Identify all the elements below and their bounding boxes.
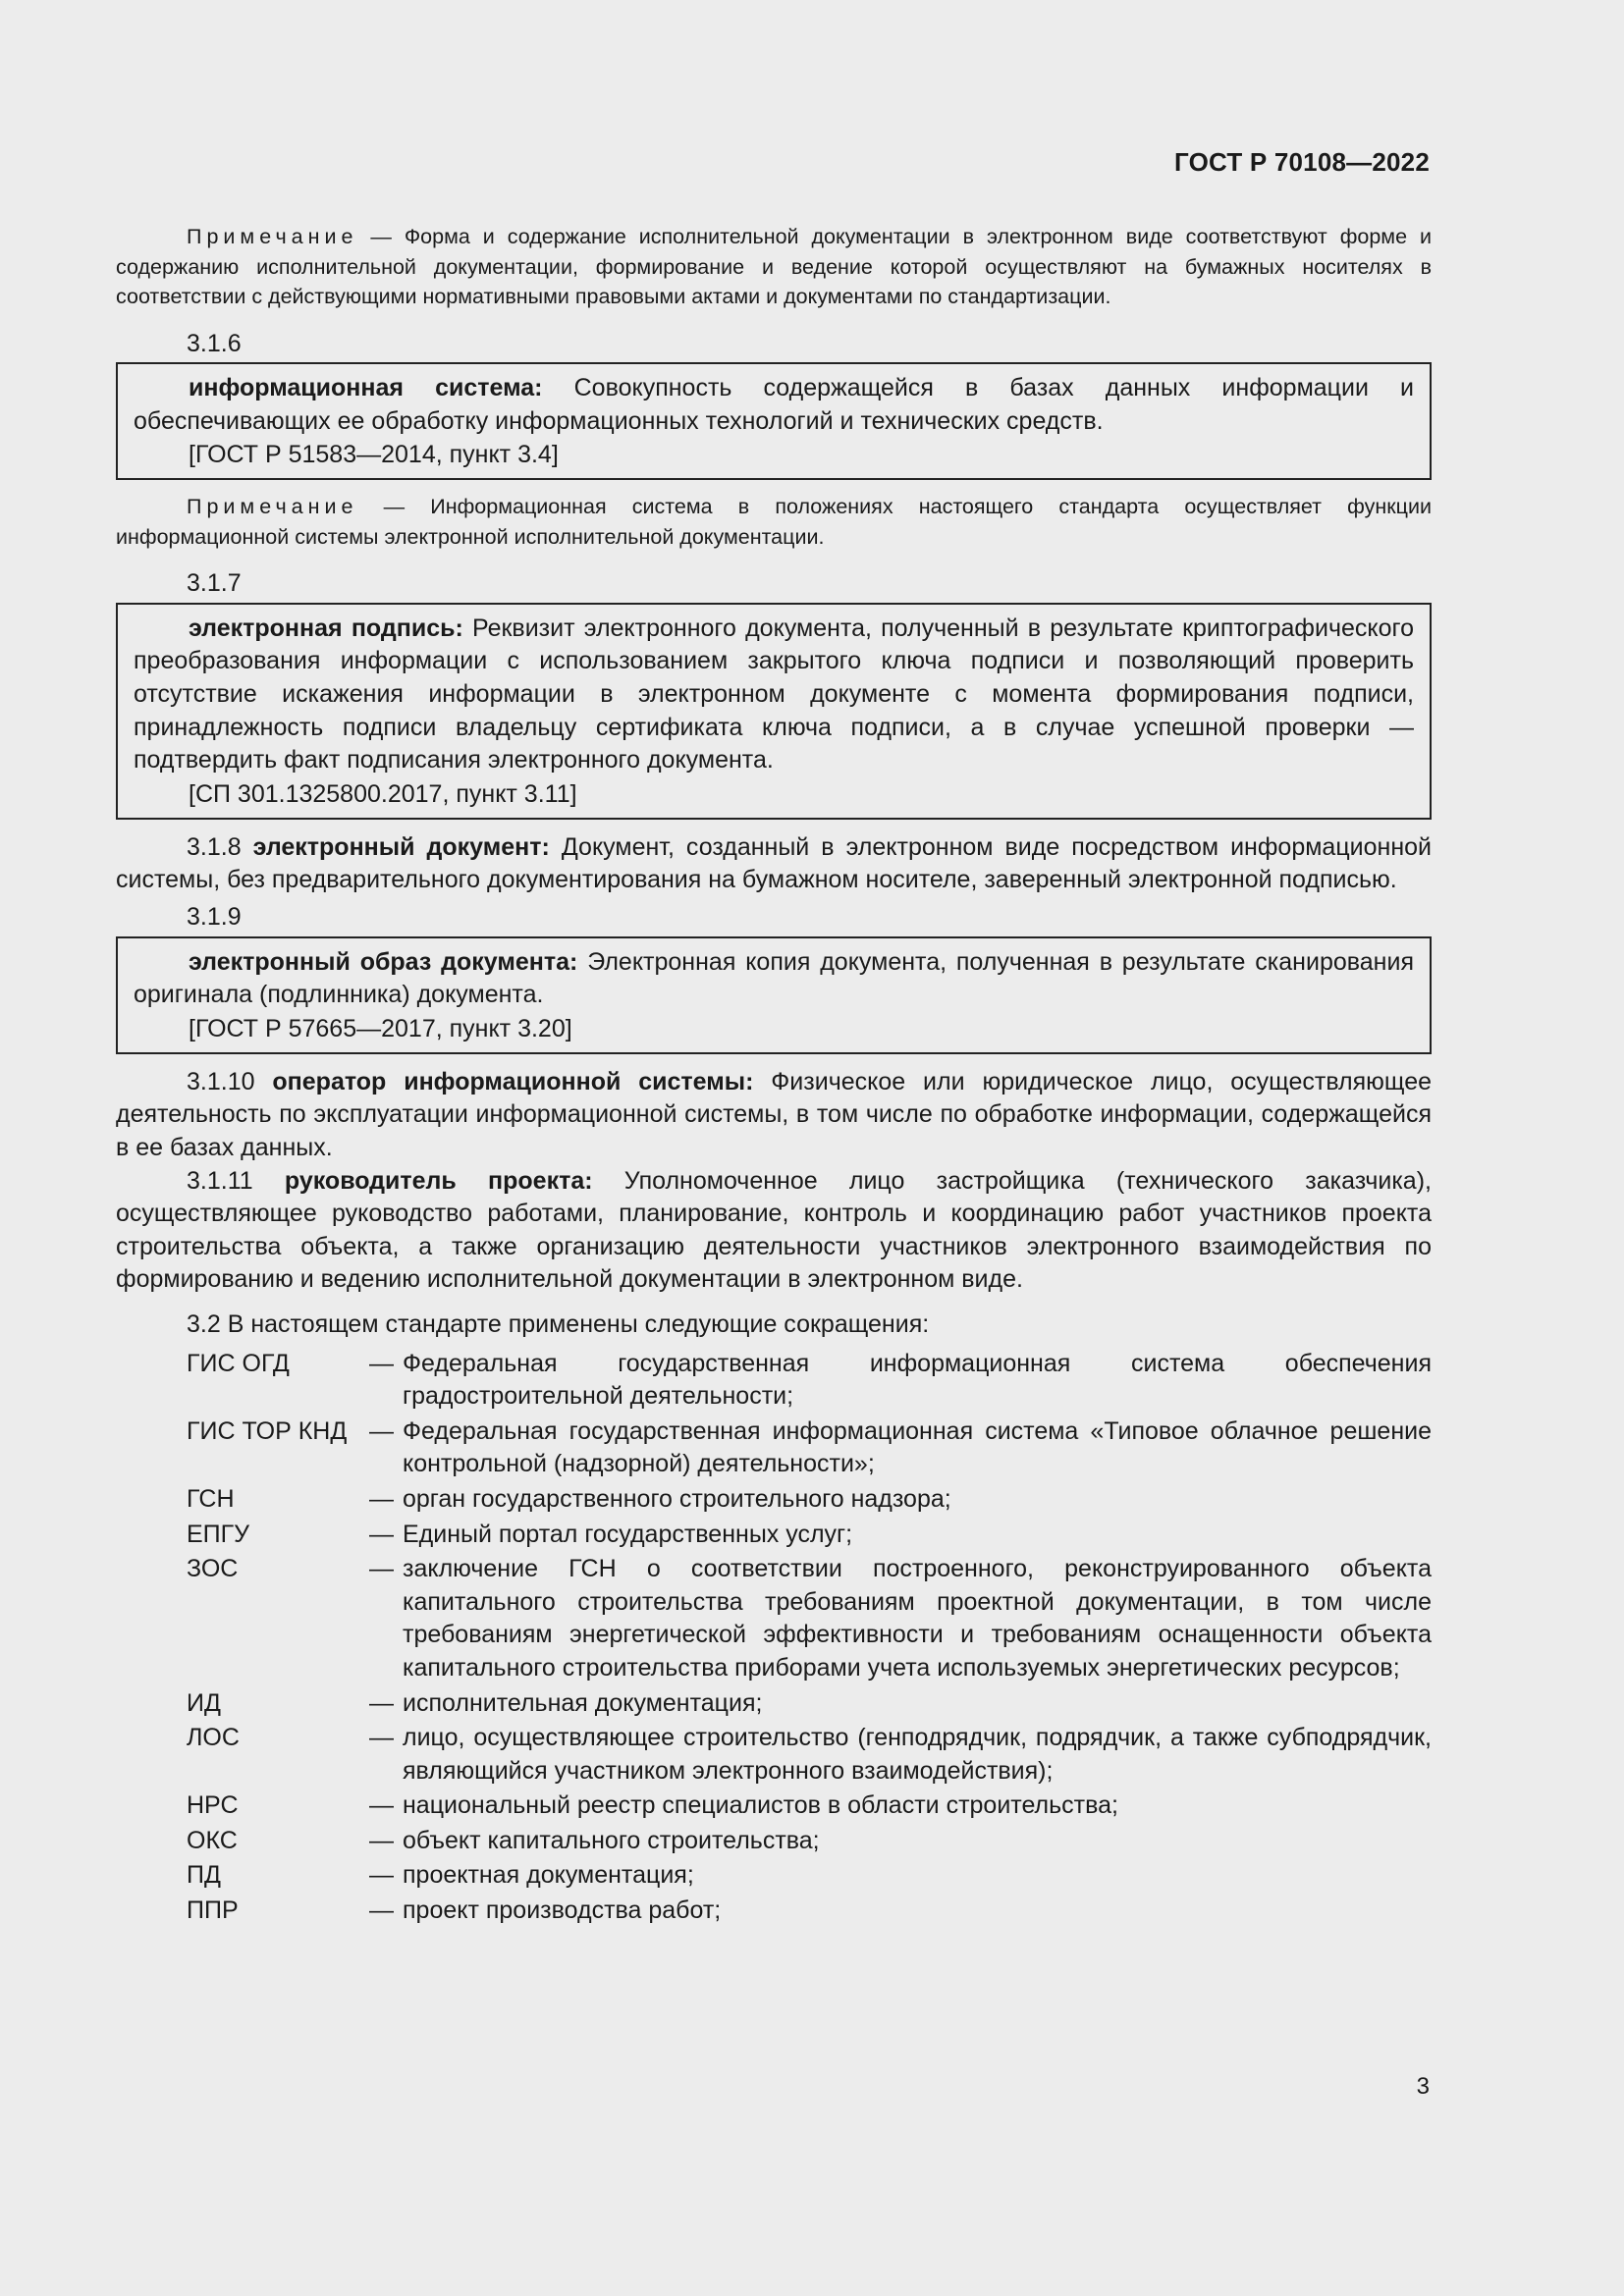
term: информационная система: <box>189 374 543 402</box>
source-reference: [СП 301.1325800.2017, пункт 3.11] <box>189 779 577 808</box>
definition: Совокупность содержащейся в базах данных информации и обеспечивающих ее обработку информационных технологий и технических средств. <box>134 374 1414 435</box>
abbreviation-term: НРС <box>187 1791 239 1820</box>
abbreviation-term: ЕПГУ <box>187 1520 250 1548</box>
abbreviation-row: НРС — национальный реестр специалистов в области строительства; <box>116 1789 1432 1823</box>
abbreviation-definition: исполнительная документация; <box>403 1688 763 1717</box>
definition-paragraph <box>116 1066 1432 1165</box>
term: оператор информационной системы: <box>272 1067 754 1095</box>
clause-number: 3.1.11 <box>187 1166 253 1195</box>
definition: Реквизит электронного документа, полученный в результате криптографического преобразования информации с использованием закрытого ключа подписи и позволяющий проверить отсутствие искажения информации в электронном документе с момента формирования подписи, принадлежность подписи владельцу сертификата ключа подписи, а в случае успешной проверки — подтвердить факт подписания электронного документа. <box>134 614 1414 774</box>
note-paragraph <box>116 222 1432 312</box>
abbreviation-definition: Единый портал государственных услуг; <box>403 1520 853 1548</box>
note-paragraph <box>116 492 1432 552</box>
abbreviation-definition: проектная документация; <box>403 1861 694 1890</box>
abbreviation-row: ГСН — орган государственного строительного надзора; <box>116 1483 1432 1517</box>
definition-box <box>116 936 1432 1054</box>
abbreviations-list <box>116 1348 1432 1928</box>
clause-number: 3.1.7 <box>187 569 242 598</box>
definition: Документ, созданный в электронном виде посредством информационной системы, без предварительного документирования на бумажном носителе, заверенный электронной подписью. <box>116 832 1432 894</box>
abbreviations-intro: 3.2 В настоящем стандарте применены следующие сокращения: <box>187 1309 930 1338</box>
abbreviation-row: ИД — исполнительная документация; <box>116 1687 1432 1721</box>
clause-number: 3.1.9 <box>187 903 242 932</box>
abbreviation-term: ЛОС <box>187 1724 240 1752</box>
page-number: 3 <box>1416 2073 1430 2100</box>
definition: Уполномоченное лицо застройщика (технического заказчика), осуществляющее руководство работами, планирование, контроль и координацию работ участников проекта строительства объекта, а также организацию деятельности участников электронного взаимодействия по формированию и ведению исполнительной документации в электронном виде. <box>116 1166 1432 1294</box>
abbreviation-row: ПД — проектная документация; <box>116 1859 1432 1893</box>
standard-code: ГОСТ Р 70108—2022 <box>1174 147 1430 177</box>
abbreviation-term: ЗОС <box>187 1555 239 1583</box>
source-reference: [ГОСТ Р 51583—2014, пункт 3.4] <box>189 441 559 469</box>
abbreviation-row: ЗОС — заключение ГСН о соответствии построенного, реконструированного объекта капитального строительства требованиям проектной документации, в том числе требованиям энергетической эффективности и требованиям оснащенности объекта капитального строительства приборами учета используемых энергетических ресурсов; <box>116 1553 1432 1684</box>
abbreviation-term: ППР <box>187 1896 239 1925</box>
definition: Электронная копия документа, полученная в результате сканирования оригинала (подлинника) документа. <box>134 947 1414 1009</box>
definition-box <box>116 362 1432 480</box>
abbreviation-row: ППР — проект производства работ; <box>116 1895 1432 1928</box>
abbreviation-row: ЕПГУ — Единый портал государственных услуг; <box>116 1519 1432 1552</box>
abbreviation-definition: национальный реестр специалистов в области строительства; <box>403 1791 1118 1820</box>
term: электронная подпись: <box>189 614 463 642</box>
abbreviation-term: ПД <box>187 1861 221 1890</box>
source-reference: [ГОСТ Р 57665—2017, пункт 3.20] <box>189 1014 572 1042</box>
abbreviation-definition: орган государственного строительного надзора; <box>403 1484 951 1513</box>
document-body <box>116 222 1432 1930</box>
abbreviation-term: ИД <box>187 1688 221 1717</box>
definition-paragraph <box>116 1165 1432 1297</box>
abbreviation-term: ОКС <box>187 1826 238 1854</box>
term: электронный образ документа: <box>189 947 578 976</box>
clause-number: 3.1.10 <box>187 1067 255 1095</box>
abbreviation-definition: заключение ГСН о соответствии построенного, реконструированного объекта капитального строительства требованиям проектной документации, в том числе требованиям энергетической эффективности и требованиям оснащенности объекта капитального строительства приборами учета используемых энергетических ресурсов; <box>403 1555 1432 1682</box>
clause-number: 3.1.6 <box>187 329 242 357</box>
definition-box <box>116 603 1432 820</box>
note-text: — Информационная система в положениях настоящего стандарта осуществляет функции информационной системы электронной исполнительной документации. <box>116 495 1432 549</box>
clause-number: 3.1.8 <box>187 832 242 861</box>
abbreviation-definition: Федеральная государственная информационная система обеспечения градостроительной деятельности; <box>403 1349 1432 1411</box>
abbreviation-definition: лицо, осуществляющее строительство (генподрядчик, подрядчик, а также субподрядчик, являющийся участником электронного взаимодействия); <box>403 1724 1432 1785</box>
abbreviation-definition: проект производства работ; <box>403 1896 722 1925</box>
note-label: Примечание <box>187 495 358 519</box>
abbreviation-definition: объект капитального строительства; <box>403 1826 820 1854</box>
abbreviation-row: ГИС ОГД — Федеральная государственная информационная система обеспечения градостроительной деятельности; <box>116 1348 1432 1414</box>
abbreviation-row: ОКС — объект капитального строительства; <box>116 1825 1432 1858</box>
term: руководитель проекта: <box>284 1166 593 1195</box>
abbreviation-term: ГИС ТОР КНД <box>187 1416 348 1445</box>
abbreviation-row: ГИС ТОР КНД — Федеральная государственная информационная система «Типовое облачное решение контрольной (надзорной) деятельности»; <box>116 1415 1432 1481</box>
abbreviation-definition: Федеральная государственная информационная система «Типовое облачное решение контрольной (надзорной) деятельности»; <box>403 1416 1432 1478</box>
definition: Физическое или юридическое лицо, осуществляющее деятельность по эксплуатации информационной системы, в том числе по обработке информации, содержащейся в ее базах данных. <box>116 1067 1433 1161</box>
note-text: — Форма и содержание исполнительной документации в электронном виде соответствуют форме и содержанию исполнительной документации, формирование и ведение которой осуществляют на бумажных носителях в соответствии с действующими нормативными правовыми актами и документами по стандартизации. <box>116 225 1432 308</box>
abbreviation-term: ГСН <box>187 1484 235 1513</box>
term: электронный документ: <box>252 832 550 861</box>
definition-paragraph <box>116 831 1432 897</box>
abbreviation-row: ЛОС — лицо, осуществляющее строительство (генподрядчик, подрядчик, а также субподрядчик, являющийся участником электронного взаимодействия); <box>116 1722 1432 1788</box>
note-label: Примечание <box>187 225 358 248</box>
abbreviation-term: ГИС ОГД <box>187 1349 290 1377</box>
